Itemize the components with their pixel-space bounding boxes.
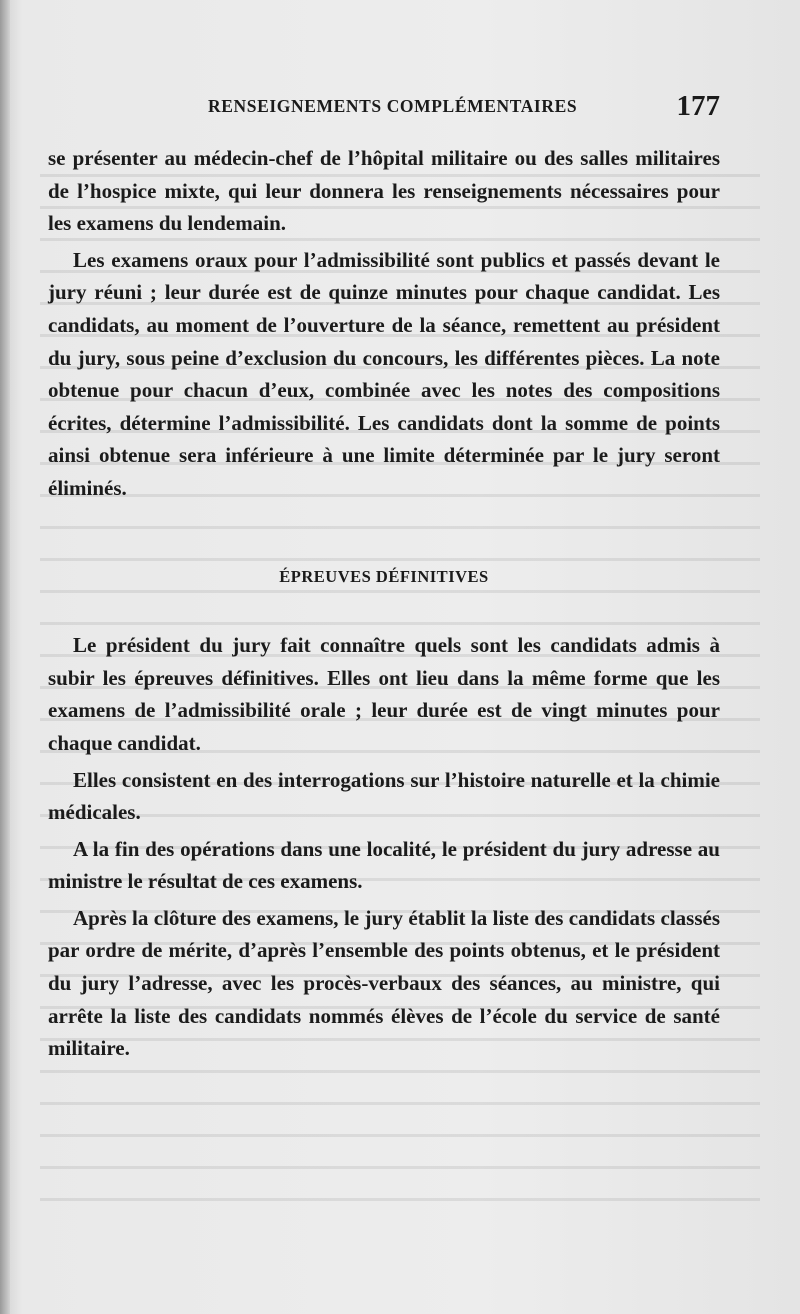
body-text: [48, 142, 720, 1069]
paragraph-continuation: se présenter au médecin-chef de l’hôpital militaire ou des salles militaires de l’hospice mixte, qui leur donnera les renseignements nécessaires pour les examens du lendemain.: [48, 146, 720, 236]
paragraph-oral-exams: Les examens oraux pour l’admissibilité sont publics et passés devant le jury réuni ; leur durée est de quinze minutes pour chaque candidat. Les candidats, au moment de l’ouverture de la séance, remettent au président du jury, sous peine d’exclusion du concours, les différentes pièces. La note obtenue pour chacun d’eux, combinée avec les notes des compositions écrites, détermine l’admissibilité. Les candidats dont la somme de points ainsi obtenue sera inférieure à une limite déterminée par le jury seront éliminés.: [48, 247, 720, 500]
paragraph-ranking: Après la clôture des examens, le jury établit la liste des candidats classés par ordre de mérite, d’après l’ensemble des points obtenus, et le président du jury l’adresse, avec les procès-verbaux des séances, au ministre, qui arrête la liste des candidats nommés élèves de l’école du service de santé militaire.: [48, 905, 720, 1061]
section-heading: ÉPREUVES DÉFINITIVES: [279, 566, 489, 586]
page-gutter-shadow: [0, 0, 10, 1314]
paragraph-interrogations: Elles consistent en des interrogations sur l’histoire naturelle et la chimie médicales.: [48, 767, 720, 825]
page-number: 177: [676, 90, 720, 122]
paragraph-end-of-operations: A la fin des opérations dans une localité, le président du jury adresse au ministre le résultat de ces examens.: [48, 836, 720, 894]
running-head: [48, 92, 720, 122]
paragraph-final-exams: Le président du jury fait connaître quels sont les candidats admis à subir les épreuves définitives. Elles ont lieu dans la même forme que les examens de l’admissibilité orale ; leur durée est de vingt minutes pour chaque candidat.: [48, 633, 720, 755]
running-title: RENSEIGNEMENTS COMPLÉMENTAIRES: [208, 96, 578, 116]
